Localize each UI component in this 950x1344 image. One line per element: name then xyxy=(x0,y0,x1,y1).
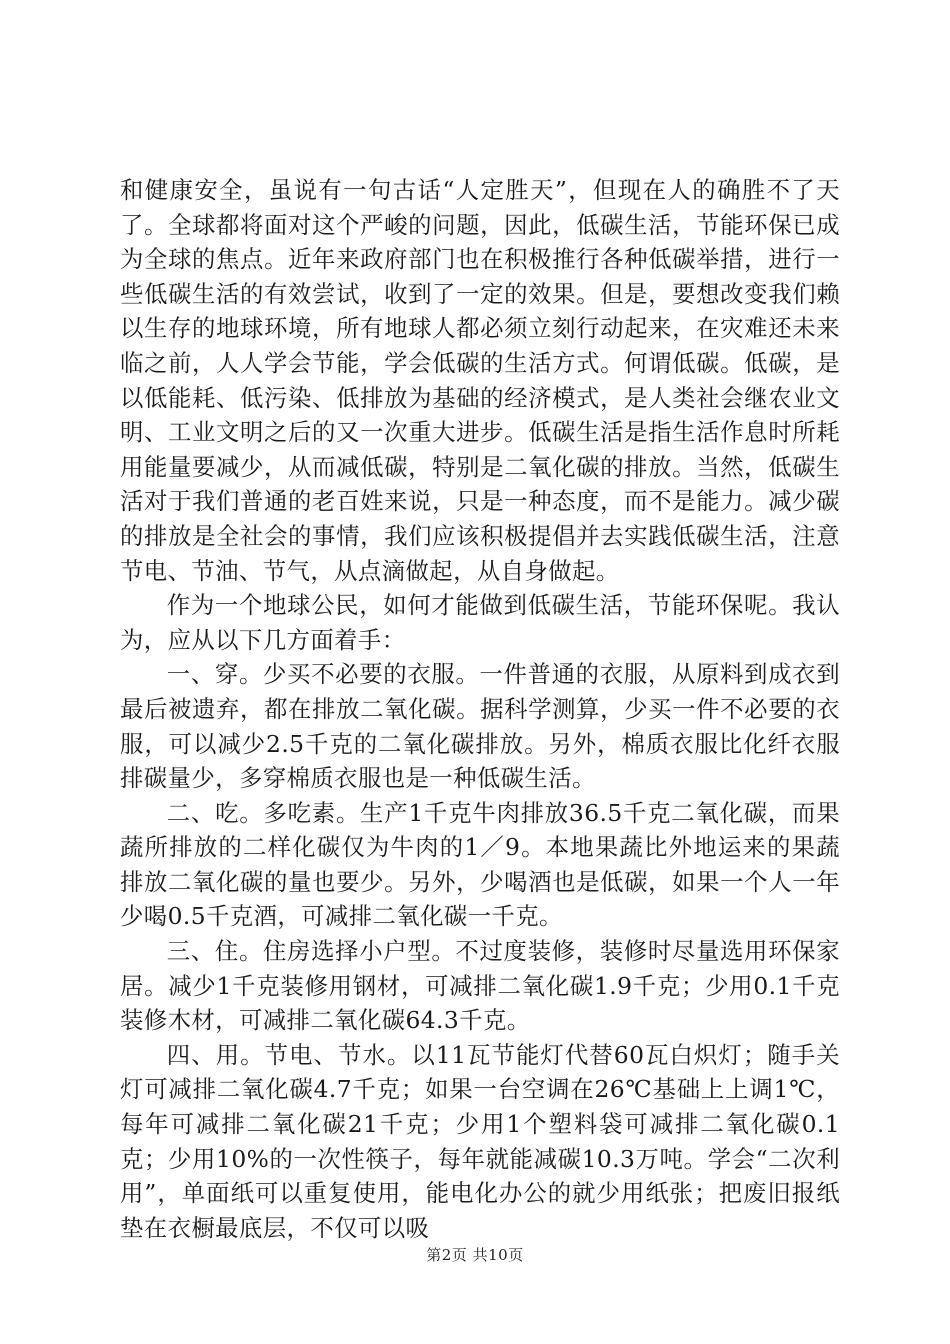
document-body xyxy=(120,173,840,1245)
paragraph: 二、吃。多吃素。生产1千克牛肉排放36.5千克二氧化碳，而果蔬所排放的二样化碳仅为牛肉的1／9。本地果蔬比外地运来的果蔬排放二氧化碳的量也要少。另外，少喝酒也是低碳，如果一个人一年少喝0.5千克酒，可减排二氧化碳一千克。 xyxy=(120,798,840,931)
paragraph: 三、住。住房选择小户型。不过度装修，装修时尽量选用环保家居。减少1千克装修用钢材，可减排二氧化碳1.9千克；少用0.1千克装修木材，可减排二氧化碳64.3千克。 xyxy=(120,937,840,1035)
paragraph: 一、穿。少买不必要的衣服。一件普通的衣服，从原料到成衣到最后被遗弃，都在排放二氧化碳。据科学测算，少买一件不必要的衣服，可以减少2.5千克的二氧化碳排放。另外，棉质衣服比化纤衣服排碳量少，多穿棉质衣服也是一种低碳生活。 xyxy=(120,660,840,793)
page-number-footer: 第2页 共10页 xyxy=(426,1246,524,1264)
paragraph: 和健康安全，虽说有一句古话“人定胜天”，但现在人的确胜不了天了。全球都将面对这个严峻的问题，因此，低碳生活，节能环保已成为全球的焦点。近年来政府部门也在积极推行各种低碳举措，进行一些低碳生活的有效尝试，收到了一定的效果。但是，要想改变我们赖以生存的地球环境，所有地球人都必须立刻行动起来，在灾难还未来临之前，人人学会节能，学会低碳的生活方式。何谓低碳。低碳，是以低能耗、低污染、低排放为基础的经济模式，是人类社会继农业文明、工业文明之后的又一次重大进步。低碳生活是指生活作息时所耗用能量要减少，从而减低碳，特别是二氧化碳的排放。当然，低碳生活对于我们普通的老百姓来说，只是一种态度，而不是能力。减少碳的排放是全社会的事情，我们应该积极提倡并去实践低碳生活，注意节电、节油、节气，从点滴做起，从自身做起。 xyxy=(120,176,840,585)
paragraph: 四、用。节电、节水。以11瓦节能灯代替60瓦白炽灯；随手关灯可减排二氧化碳4.7千克；如果一台空调在26℃基础上上调1℃，每年可减排二氧化碳21千克；少用1个塑料袋可减排二氧化碳0.1克；少用10%的一次性筷子，每年就能减碳10.3万吨。学会“二次利用”，单面纸可以重复使用，能电化办公的就少用纸张；把废旧报纸垫在衣橱最底层，不仅可以吸 xyxy=(120,1040,840,1242)
paragraph: 作为一个地球公民，如何才能做到低碳生活，节能环保呢。我认为，应从以下几方面着手： xyxy=(120,591,840,654)
